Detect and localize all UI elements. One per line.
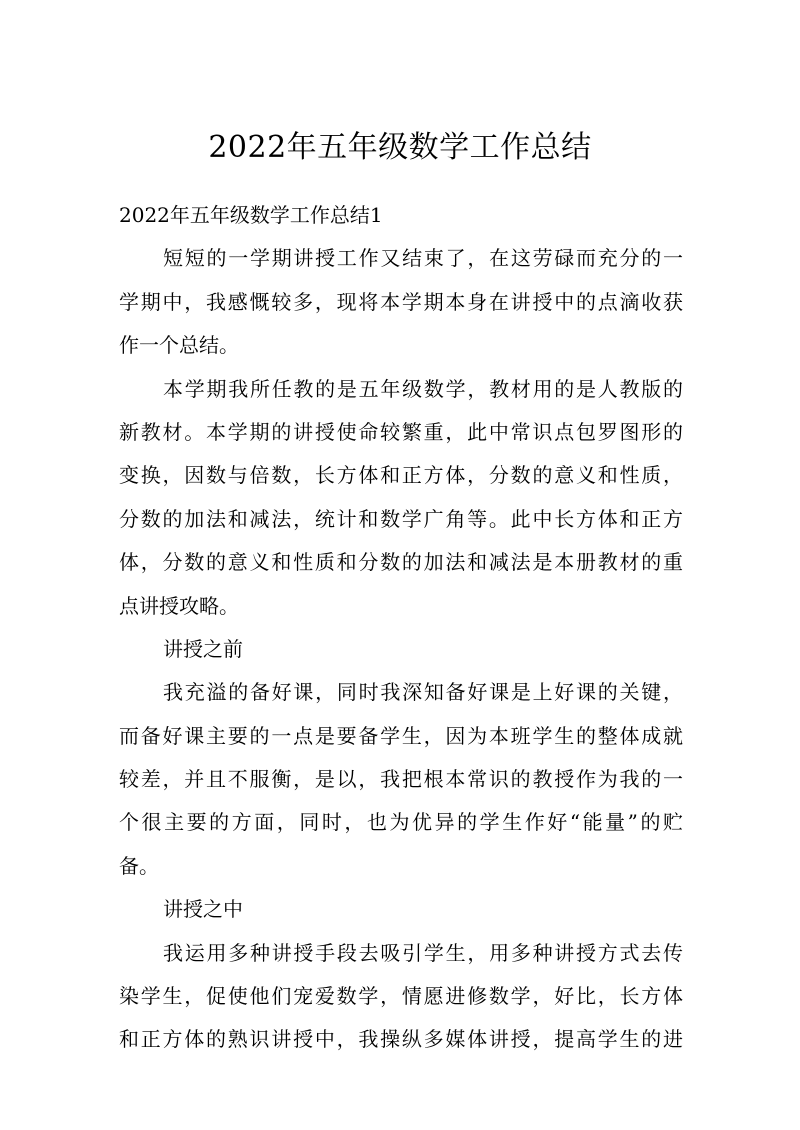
document-title: 2022年五年级数学工作总结	[208, 130, 592, 165]
text-line: 讲授之中	[163, 897, 243, 922]
text-line: 我充溢的备好课，同时我深知备好课是上好课的关键，	[163, 680, 683, 705]
text-line: 备。	[119, 853, 159, 878]
text-line: 讲授之前	[163, 636, 243, 661]
document-body	[119, 194, 683, 1062]
text-line: 而备好课主要的一点是要备学生，因为本班学生的整体成就	[119, 723, 683, 748]
text-line: 点讲授攻略。	[119, 593, 239, 618]
text-line: 短短的一学期讲授工作又结束了，在这劳碌而充分的一	[163, 246, 683, 271]
text-line: 学期中，我感慨较多，现将本学期本身在讲授中的点滴收获	[119, 289, 683, 314]
text-line: 个很主要的方面，同时，也为优异的学生作好“能量”的贮	[119, 810, 683, 835]
text-line: 我运用多种讲授手段去吸引学生，用多种讲授方式去传	[163, 940, 683, 965]
text-line: 和正方体的熟识讲授中，我操纵多媒体讲授，提高学生的进	[119, 1027, 683, 1052]
text-line: 较差，并且不服衡，是以，我把根本常识的教授作为我的一	[119, 767, 683, 792]
section-heading: 2022年五年级数学工作总结1	[119, 203, 383, 227]
text-line: 作一个总结。	[119, 333, 239, 358]
text-line: 新教材。本学期的讲授使命较繁重，此中常识点包罗图形的	[119, 419, 683, 444]
text-line: 分数的加法和减法，统计和数学广角等。此中长方体和正方	[119, 506, 683, 531]
text-line: 体，分数的意义和性质和分数的加法和减法是本册教材的重	[119, 550, 683, 575]
text-line: 染学生，促使他们宠爱数学，情愿进修数学，好比，长方体	[119, 984, 683, 1009]
text-line: 本学期我所任教的是五年级数学，教材用的是人教版的	[163, 376, 683, 401]
text-line: 变换，因数与倍数，长方体和正方体，分数的意义和性质，	[119, 463, 683, 488]
